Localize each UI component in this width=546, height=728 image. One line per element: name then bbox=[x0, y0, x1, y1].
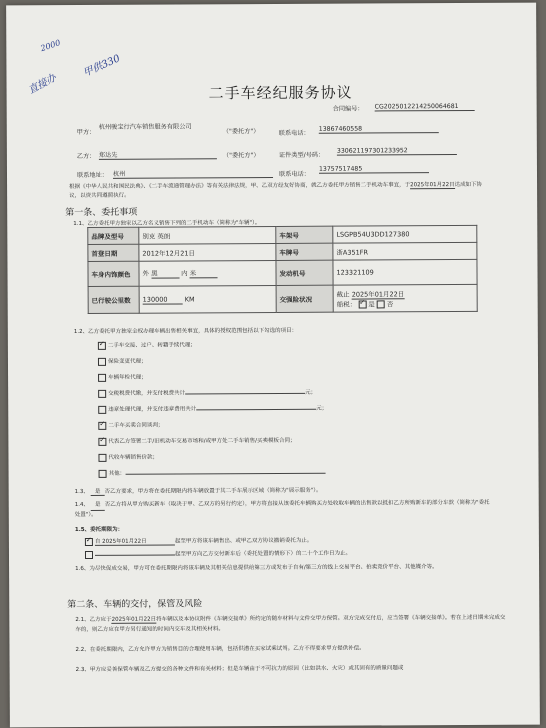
clause-2-3: 2.3、甲方应妥善保管车辆及乙方提交的各种文件和有关材料；但是车辆由于不可抗力的原因（比如洪水、火灾）或其固有的质量问题或 bbox=[75, 665, 404, 674]
contract-number-value: CG2025012214250064681 bbox=[375, 103, 475, 112]
table-cell: 车身内饰颜色 bbox=[88, 261, 139, 286]
address-value: 杭州 bbox=[113, 168, 273, 179]
intro-date: 2025年01月22日 bbox=[410, 182, 455, 189]
section-1-heading: 第一条、委托事项 bbox=[65, 207, 138, 219]
table-cell bbox=[139, 285, 276, 313]
table-cell: 别克 英朗 bbox=[139, 226, 276, 244]
option-text: 违章处理代理，并支付违章费用共计 bbox=[108, 406, 197, 413]
color-outer-label: 外 bbox=[142, 269, 150, 278]
option-2 bbox=[98, 357, 147, 366]
clause-1-2: 1.2、乙方委托甲方独家全权办理车辆出售相关事宜，具体的授权范围包括以下勾选的项目： bbox=[73, 327, 298, 336]
yuan-unit: 元； bbox=[305, 389, 317, 396]
clause-1-4 bbox=[75, 499, 495, 520]
clause-mark: 是 bbox=[91, 487, 105, 496]
party-b-name: 郑达先 bbox=[99, 149, 217, 160]
checkbox-yes[interactable] bbox=[358, 300, 366, 308]
clause-1-3 bbox=[75, 486, 322, 496]
table-cell: 发动机号 bbox=[276, 260, 333, 285]
table-row bbox=[88, 259, 477, 286]
table-cell: LSGPB54U3DD127380 bbox=[333, 225, 477, 243]
table-cell: 123321109 bbox=[333, 259, 477, 285]
party-b-role: （"委托方"） bbox=[222, 152, 260, 160]
vessel-label: 船税： bbox=[336, 300, 357, 309]
clause-1-1: 1.1、乙方委托甲方独家以乙方名义销售下列的二手机动车（简称为"车辆"）。 bbox=[73, 220, 261, 228]
checkbox[interactable] bbox=[85, 537, 93, 545]
party-a-role: （"委托方"） bbox=[222, 128, 260, 136]
table-cell: 交强险状况 bbox=[276, 285, 333, 312]
party-b-phone-label: 联系电话： bbox=[278, 170, 310, 178]
party-b-id: 330621197301233952 bbox=[337, 147, 457, 156]
option-1 bbox=[98, 340, 196, 349]
clause-num: 1.4、 bbox=[74, 501, 89, 509]
clause-1-6: 1.6、为尽快促成交易，甲方可在委托期限内将该车辆及其相关信息提供给第三方或发布于自有/第三方的线上交易平台、拍卖竞价平台、其他媒介等。 bbox=[75, 564, 438, 573]
no-label: 否 bbox=[386, 299, 394, 308]
color-inner: 米 bbox=[190, 268, 218, 278]
party-a-name: 杭州骏宝行汽车销售服务有限公司 bbox=[98, 123, 192, 131]
checkbox[interactable] bbox=[98, 437, 106, 445]
table-cell: 车架号 bbox=[276, 226, 333, 243]
intro-text-2: 达成如下协议，以资共同遵照执行。 bbox=[69, 181, 483, 200]
period-text-1: 起至甲方将该车辆售出、或甲乙双方协议撤销委托为止。 bbox=[174, 537, 313, 545]
clause-text: 2.1、乙方应于 bbox=[75, 616, 112, 624]
intro-paragraph bbox=[69, 181, 489, 201]
inspect-prefix: 截止 bbox=[336, 290, 350, 299]
clause-1-5: 1.5、委托期限为： bbox=[74, 526, 124, 534]
option-5 bbox=[98, 404, 327, 414]
option-text: 车辆年检代理； bbox=[108, 374, 147, 381]
party-a-label: 甲方： bbox=[76, 128, 96, 137]
checkbox[interactable] bbox=[98, 373, 106, 381]
clause-date: 2025年01月22日 bbox=[111, 616, 157, 623]
table-row bbox=[88, 284, 477, 313]
option-text: 二手车交接、过户、转籍手续代理； bbox=[107, 342, 196, 349]
option-text: 代收车辆销售价款； bbox=[108, 454, 159, 461]
option-text: 保险变更代理； bbox=[107, 358, 147, 365]
clause-2-2: 2.2、在委托期限内，乙方允许甲方为销售目的合理使用车辆，包括供潜在买家试乘试驾。乙方不得要求甲方提供补偿。 bbox=[75, 645, 365, 654]
option-3 bbox=[98, 373, 147, 382]
contract-number-label: 合同编号： bbox=[332, 105, 364, 113]
page-title: 二手车经纪服务协议 bbox=[208, 83, 353, 103]
option-6 bbox=[98, 421, 163, 430]
mileage-unit: KM bbox=[184, 294, 195, 303]
yes-label: 是 bbox=[368, 299, 375, 309]
handwritten-note-3: 甲供330 bbox=[81, 53, 122, 80]
table-cell: 2012年12月21日 bbox=[139, 243, 276, 261]
table-cell bbox=[333, 284, 477, 312]
checkbox[interactable] bbox=[98, 453, 106, 461]
checkbox[interactable] bbox=[98, 389, 106, 397]
inspect-date: 2025年01月22日 bbox=[351, 289, 405, 299]
option-4 bbox=[98, 388, 316, 398]
option-text: 其他： bbox=[108, 470, 126, 477]
yuan-unit: 元； bbox=[316, 405, 328, 412]
handwritten-note-1: 2000 bbox=[39, 38, 62, 54]
table-cell: 车牌号 bbox=[276, 243, 333, 260]
clause-text: 否乙方将从甲方购买新车（取决于甲、乙双方的另行约定），甲方将直接从该委托车辆购买方处收取车辆的出售款以抵扣乙方所购新车的部分车款（简称为"委托处置"）。 bbox=[74, 499, 490, 519]
option-8 bbox=[98, 453, 158, 462]
color-inner-label: 内 bbox=[181, 269, 188, 278]
contract-page bbox=[6, 3, 540, 728]
table-cell: 已行驶公里数 bbox=[88, 286, 139, 313]
checkbox-no[interactable] bbox=[377, 300, 385, 308]
checkbox[interactable] bbox=[98, 341, 106, 349]
table-cell bbox=[139, 260, 276, 286]
option-9 bbox=[99, 468, 326, 478]
clause-text: 否乙方要求，甲方将在委托期限内将车辆放置于其二手车展示区域（简称为"展示服务"）。 bbox=[104, 487, 322, 495]
period-line-1 bbox=[85, 536, 313, 546]
period-from: 自 2025年01月22日 bbox=[95, 537, 175, 546]
period-text-2: 起至甲方向乙方交付新车后（委托处置的情形下）的二十个工作日为止。 bbox=[174, 550, 352, 558]
clause-mark: 是 bbox=[91, 501, 105, 511]
intro-text-1: 根据《中华人民共和国民法典》、《二手车流通管理办法》等有关法律法规，甲、乙双方经友好协商，就乙方委托甲方销售二手机动车事宜，于 bbox=[69, 182, 411, 191]
party-b-id-label: 证件类型/号码： bbox=[278, 151, 325, 159]
table-cell: 浙A351FR bbox=[333, 242, 477, 260]
party-a-phone-label: 联系电话： bbox=[278, 129, 310, 137]
checkbox[interactable] bbox=[98, 405, 106, 413]
vehicle-info-table bbox=[87, 225, 477, 314]
checkbox[interactable] bbox=[98, 421, 106, 429]
option-7 bbox=[98, 436, 295, 446]
party-b-phone: 13757517485 bbox=[319, 165, 429, 174]
table-cell: 首登日期 bbox=[88, 244, 139, 261]
checkbox[interactable] bbox=[99, 469, 107, 477]
party-a-phone: 13867460558 bbox=[319, 125, 439, 134]
clause-text: 将车辆以及本协议附件《车辆交接单》所约定的随车材料与文件交甲方保管。双方完成交付后，应当签署《车辆交接单》。若在上述日期未完成交车的，则乙方应在甲方另行通知的时间内交车及其相关材料。 bbox=[75, 614, 506, 634]
checkbox[interactable] bbox=[98, 357, 106, 365]
color-outer: 黑 bbox=[151, 268, 179, 278]
mileage-value: 130000 bbox=[143, 295, 183, 304]
clause-2-1 bbox=[75, 613, 505, 635]
table-cell: 品牌及型号 bbox=[88, 227, 139, 244]
option-text: 代表乙方签署二手/旧机动车交易市场和/或甲方处二手车销售/买卖模板合同； bbox=[108, 437, 296, 445]
table-row bbox=[88, 225, 477, 244]
period-line-2 bbox=[85, 549, 351, 559]
address-label: 联系地址： bbox=[76, 171, 108, 180]
option-text: 交税税费代缴，并支付税费共计 bbox=[108, 390, 186, 397]
checkbox[interactable] bbox=[85, 550, 93, 558]
handwritten-note-2: 直接办 bbox=[26, 72, 59, 97]
table-row bbox=[88, 242, 477, 261]
clause-num: 1.3、 bbox=[74, 488, 89, 496]
party-b-label: 乙方： bbox=[76, 152, 96, 161]
section-2-heading: 第二条、车辆的交付，保管及风险 bbox=[67, 599, 203, 611]
option-text: 二手车买卖合同谈判； bbox=[108, 422, 164, 429]
